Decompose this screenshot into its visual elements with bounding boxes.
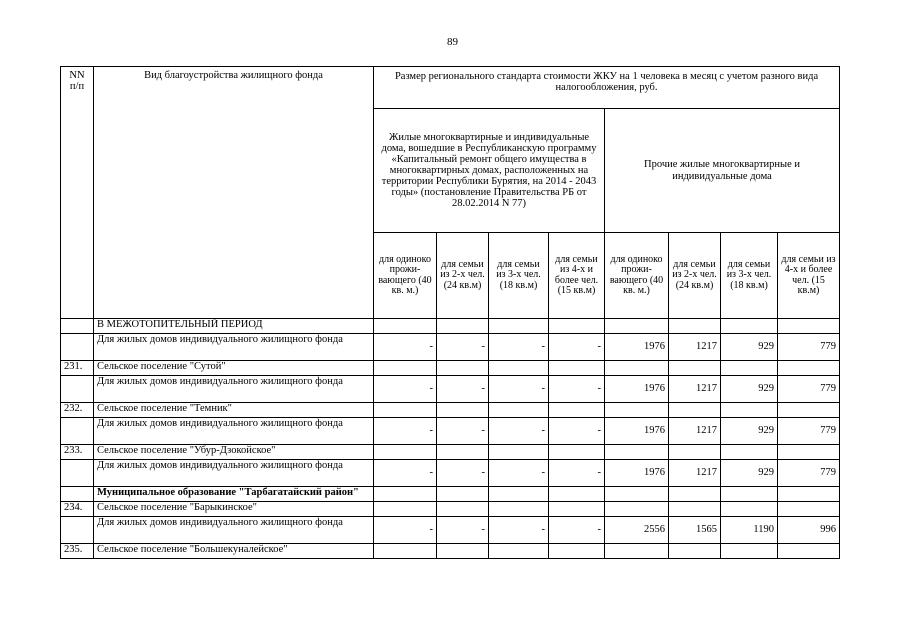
- value-cell: 779: [778, 376, 840, 403]
- value-cell: [489, 445, 549, 460]
- row-label: Для жилых домов индивидуального жилищного фонда: [94, 334, 374, 361]
- table-row: [61, 334, 840, 361]
- value-cell: [374, 319, 437, 334]
- value-cell: [669, 403, 721, 418]
- value-cell: [489, 319, 549, 334]
- value-cell: -: [437, 460, 489, 487]
- value-cell: 2556: [605, 517, 669, 544]
- value-cell: -: [374, 376, 437, 403]
- table-row: [61, 502, 840, 517]
- value-cell: -: [549, 418, 605, 445]
- value-cell: [549, 502, 605, 517]
- value-cell: [778, 544, 840, 559]
- value-cell: 929: [721, 418, 778, 445]
- tariff-table: [60, 66, 840, 559]
- value-cell: [489, 544, 549, 559]
- subheader-b-1: для одиноко прожи-вающего (40 кв. м.): [605, 233, 669, 319]
- value-cell: 1217: [669, 418, 721, 445]
- value-cell: 929: [721, 334, 778, 361]
- value-cell: [605, 502, 669, 517]
- value-cell: 996: [778, 517, 840, 544]
- row-number: [61, 487, 94, 502]
- table-row: [61, 319, 840, 334]
- value-cell: [721, 361, 778, 376]
- value-cell: 779: [778, 418, 840, 445]
- value-cell: -: [374, 460, 437, 487]
- row-number: [61, 319, 94, 334]
- row-label: Для жилых домов индивидуального жилищного фонда: [94, 517, 374, 544]
- value-cell: 1976: [605, 418, 669, 445]
- value-cell: [669, 361, 721, 376]
- value-cell: [778, 502, 840, 517]
- row-number: [61, 418, 94, 445]
- value-cell: [778, 403, 840, 418]
- value-cell: [437, 445, 489, 460]
- value-cell: [669, 502, 721, 517]
- value-cell: [721, 403, 778, 418]
- value-cell: -: [549, 460, 605, 487]
- row-number: 234.: [61, 502, 94, 517]
- row-number: [61, 517, 94, 544]
- value-cell: [489, 502, 549, 517]
- value-cell: [605, 361, 669, 376]
- value-cell: [669, 445, 721, 460]
- row-number: 235.: [61, 544, 94, 559]
- value-cell: 1217: [669, 376, 721, 403]
- row-label: Для жилых домов индивидуального жилищного фонда: [94, 418, 374, 445]
- table-row: [61, 460, 840, 487]
- value-cell: [437, 403, 489, 418]
- value-cell: [721, 445, 778, 460]
- value-cell: [549, 361, 605, 376]
- section-label: Сельское поселение "Убур-Дзокойское": [94, 445, 374, 460]
- table-row: [61, 487, 840, 502]
- value-cell: [721, 544, 778, 559]
- value-cell: 1976: [605, 334, 669, 361]
- section-label: Сельское поселение "Темник": [94, 403, 374, 418]
- subheader-b-2: для семьи из 2-х чел. (24 кв.м): [669, 233, 721, 319]
- page-number: 89: [447, 36, 458, 48]
- value-cell: [489, 403, 549, 418]
- value-cell: 1217: [669, 460, 721, 487]
- value-cell: [549, 544, 605, 559]
- table-row: [61, 361, 840, 376]
- value-cell: [549, 487, 605, 502]
- value-cell: [437, 487, 489, 502]
- row-label: Для жилых домов индивидуального жилищного фонда: [94, 376, 374, 403]
- row-number: 233.: [61, 445, 94, 460]
- value-cell: [669, 544, 721, 559]
- table-row: [61, 403, 840, 418]
- value-cell: -: [489, 334, 549, 361]
- value-cell: [437, 502, 489, 517]
- row-number: [61, 376, 94, 403]
- value-cell: [605, 544, 669, 559]
- row-label: Для жилых домов индивидуального жилищного фонда: [94, 460, 374, 487]
- section-label: Сельское поселение "Барыкинское": [94, 502, 374, 517]
- value-cell: [437, 544, 489, 559]
- header-group-capital-repair: Жилые многоквартирные и индивидуальные дома, вошедшие в Республиканскую программу «Капитальный ремонт общего имущества в многоквартирных домах, расположенных на территории Республики Бурятия, на 2014 - 2043 годы» (постановление Правительства РБ от 28.02.2014 N 77): [374, 109, 605, 233]
- value-cell: 1976: [605, 460, 669, 487]
- value-cell: [374, 445, 437, 460]
- subheader-b-3: для семьи из 3-х чел. (18 кв.м): [721, 233, 778, 319]
- value-cell: [605, 403, 669, 418]
- subheader-a-4: для семьи из 4-х и более чел. (15 кв.м): [549, 233, 605, 319]
- header-type: Вид благоустройства жилищного фонда: [94, 67, 374, 319]
- value-cell: -: [374, 517, 437, 544]
- value-cell: -: [374, 334, 437, 361]
- value-cell: -: [437, 334, 489, 361]
- section-label: В МЕЖОТОПИТЕЛЬНЫЙ ПЕРИОД: [94, 319, 374, 334]
- value-cell: [374, 544, 437, 559]
- value-cell: -: [437, 376, 489, 403]
- value-cell: 1976: [605, 376, 669, 403]
- value-cell: -: [374, 418, 437, 445]
- value-cell: [721, 502, 778, 517]
- value-cell: [437, 361, 489, 376]
- value-cell: [549, 403, 605, 418]
- subheader-a-2: для семьи из 2-х чел. (24 кв.м): [437, 233, 489, 319]
- value-cell: [605, 319, 669, 334]
- value-cell: 929: [721, 376, 778, 403]
- value-cell: [778, 445, 840, 460]
- value-cell: -: [489, 460, 549, 487]
- value-cell: [605, 445, 669, 460]
- value-cell: [778, 487, 840, 502]
- value-cell: [778, 361, 840, 376]
- table-row: [61, 517, 840, 544]
- header-nn: NN п/п: [61, 67, 94, 319]
- value-cell: [669, 319, 721, 334]
- row-number: [61, 334, 94, 361]
- row-number: 232.: [61, 403, 94, 418]
- header-group-other: Прочие жилые многоквартирные и индивидуальные дома: [605, 109, 840, 233]
- value-cell: [374, 502, 437, 517]
- value-cell: [721, 319, 778, 334]
- section-label: Сельское поселение "Сутой": [94, 361, 374, 376]
- subheader-a-3: для семьи из 3-х чел. (18 кв.м): [489, 233, 549, 319]
- value-cell: [549, 445, 605, 460]
- section-label: Муниципальное образование "Тарбагатайский район": [94, 487, 374, 502]
- value-cell: -: [437, 418, 489, 445]
- value-cell: -: [549, 334, 605, 361]
- value-cell: [721, 487, 778, 502]
- value-cell: -: [489, 376, 549, 403]
- value-cell: -: [549, 376, 605, 403]
- value-cell: [669, 487, 721, 502]
- table-row: [61, 544, 840, 559]
- value-cell: 1565: [669, 517, 721, 544]
- section-label: Сельское поселение "Большекуналейское": [94, 544, 374, 559]
- value-cell: 779: [778, 334, 840, 361]
- value-cell: -: [489, 418, 549, 445]
- subheader-b-4: для семьи из 4-х и более чел. (15 кв.м): [778, 233, 840, 319]
- value-cell: -: [489, 517, 549, 544]
- value-cell: 1190: [721, 517, 778, 544]
- value-cell: [489, 361, 549, 376]
- value-cell: -: [549, 517, 605, 544]
- value-cell: 929: [721, 460, 778, 487]
- value-cell: [489, 487, 549, 502]
- value-cell: [437, 319, 489, 334]
- value-cell: [549, 319, 605, 334]
- header-size: Размер регионального стандарта стоимости ЖКУ на 1 человека в месяц с учетом разного вида налогообложения, руб.: [374, 67, 840, 109]
- table-row: [61, 445, 840, 460]
- table-row: [61, 418, 840, 445]
- row-number: [61, 460, 94, 487]
- subheader-a-1: для одиноко прожи-вающего (40 кв. м.): [374, 233, 437, 319]
- value-cell: 1217: [669, 334, 721, 361]
- value-cell: -: [437, 517, 489, 544]
- value-cell: [374, 403, 437, 418]
- value-cell: [374, 361, 437, 376]
- row-number: 231.: [61, 361, 94, 376]
- table-row: [61, 376, 840, 403]
- value-cell: [778, 319, 840, 334]
- value-cell: 779: [778, 460, 840, 487]
- value-cell: [374, 487, 437, 502]
- value-cell: [605, 487, 669, 502]
